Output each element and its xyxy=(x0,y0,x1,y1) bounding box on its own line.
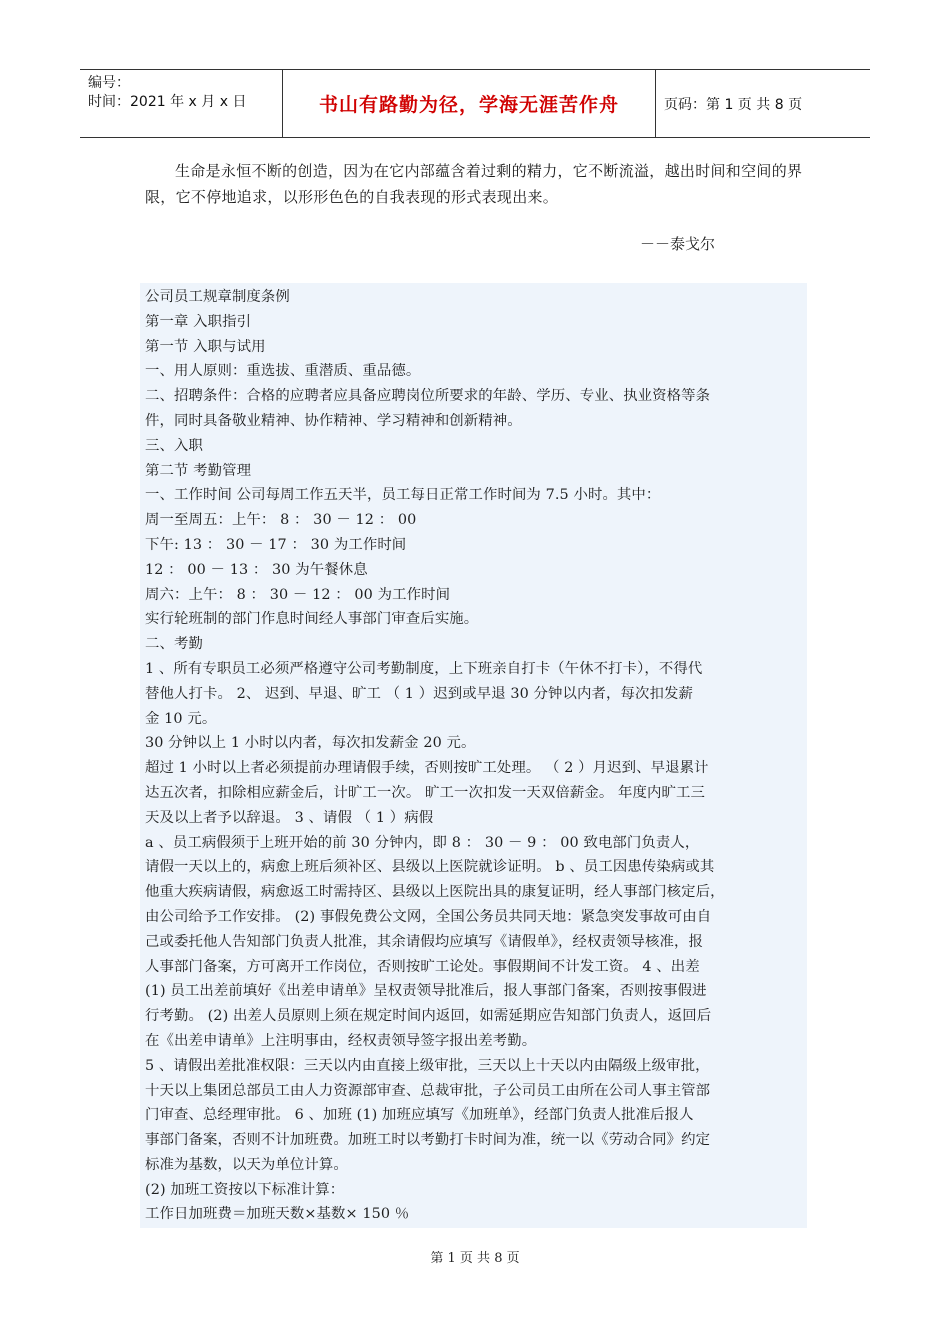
body-line: 12 ： 00 － 13 ： 30 为午餐休息 xyxy=(145,561,368,578)
body-line: 三、入职 xyxy=(145,437,203,454)
body-line: 实行轮班制的部门作息时间经人事部门审查后实施。 xyxy=(145,611,479,628)
regulations-body xyxy=(140,283,807,1228)
header-motto-cell xyxy=(282,70,656,137)
body-line: 周六：上午： 8 ： 30 － 12 ： 00 为工作时间 xyxy=(145,586,451,603)
body-line: 标准为基数，以天为单位计算。 xyxy=(145,1156,348,1173)
body-line: 由公司给予工作安排。 (2) 事假免费公文网，全国公务员共同天地：紧急突发事故可由自 xyxy=(145,908,712,925)
body-line: 一、用人原则：重选拔、重潜质、重品德。 xyxy=(145,363,421,380)
body-line: 达五次者，扣除相应薪金后，计旷工一次。 旷工一次扣发一天双倍薪金。 年度内旷工三 xyxy=(145,784,705,801)
body-line: 一、工作时间 公司每周工作五天半，员工每日正常工作时间为 7.5 小时。其中： xyxy=(145,487,661,504)
body-line: 下午: 13 ： 30 － 17 ： 30 为工作时间 xyxy=(145,536,407,553)
body-line: (1) 员工出差前填好《出差申请单》呈权责领导批准后，报人事部门备案，否则按事假进 xyxy=(145,983,707,1000)
body-line: 他重大疾病请假，病愈返工时需持区、县级以上医院出具的康复证明，经人事部门核定后， xyxy=(145,884,725,901)
body-line: 5 、请假出差批准权限：三天以内由直接上级审批，三天以上十天以内由隔级上级审批， xyxy=(145,1057,710,1074)
body-line: 行考勤。 (2) 出差人员原则上须在规定时间内返回，如需延期应告知部门负责人，返回后 xyxy=(145,1008,712,1025)
body-line: 第一章 入职指引 xyxy=(145,313,252,330)
page-info-text: 页码：第 1 页 共 8 页 xyxy=(664,96,803,113)
header-meta xyxy=(88,74,246,112)
body-line: 事部门备案，否则不计加班费。加班工时以考勤打卡时间为准，统一以《劳动合同》约定 xyxy=(145,1132,711,1149)
body-line: 十天以上集团总部员工由人力资源部审查、总裁审批，子公司员工由所在公司人事主管部 xyxy=(145,1082,711,1099)
body-line: 第一节 入职与试用 xyxy=(145,338,266,355)
body-line: (2) 加班工资按以下标准计算： xyxy=(145,1181,345,1198)
body-line: 天及以上者予以辞退。 3 、请假 （ 1 ）病假 xyxy=(145,809,434,826)
body-line: 周一至周五：上午： 8 ： 30 － 12 ： 00 xyxy=(145,512,417,529)
code-label: 编号： xyxy=(88,75,130,91)
body-line: 30 分钟以上 1 小时以内者，每次扣发薪金 20 元。 xyxy=(145,735,476,752)
body-line: 1 、所有专职员工必须严格遵守公司考勤制度，上下班亲自打卡（午休不打卡），不得代 xyxy=(145,660,703,677)
body-line: 门审查、总经理审批。 6 、加班 (1) 加班应填写《加班单》，经部门负责人批准后报人 xyxy=(145,1107,694,1124)
time-label: 时间：2021 年 x 月 x 日 xyxy=(88,94,247,110)
page-header xyxy=(80,69,870,138)
body-line: 第二节 考勤管理 xyxy=(145,462,252,479)
body-line: 二、招聘条件：合格的应聘者应具备应聘岗位所要求的年龄、学历、专业、执业资格等条 xyxy=(145,388,711,405)
quote-author: －－泰戈尔 xyxy=(640,235,716,253)
body-line: 在《出差申请单》上注明事由，经权责领导签字报出差考勤。 xyxy=(145,1032,537,1049)
body-line: 己或委托他人告知部门负责人批准，其余请假均应填写《请假单》，经权责领导核准，报 xyxy=(145,933,703,950)
quote-paragraph: 生命是永恒不断的创造，因为在它内部蕴含着过剩的精力，它不断流溢，越出时间和空间的界限，它不停地追求，以形形色色的自我表现的形式表现出来。 xyxy=(145,162,803,206)
motto-text: 书山有路勤为径，学海无涯苦作舟 xyxy=(318,94,619,116)
body-line: a 、员工病假须于上班开始的前 30 分钟内，即 8 ： 30 － 9 ： 00 致电部门负责人， xyxy=(145,834,700,851)
body-line: 人事部门备案，方可离开工作岗位，否则按旷工论处。事假期间不计发工资。 4 、出差 xyxy=(145,958,700,975)
body-line: 工作日加班费＝加班天数×基数× 150 ％ xyxy=(145,1206,410,1223)
page-footer: 第 1 页 共 8 页 xyxy=(430,1251,520,1266)
body-line: 超过 1 小时以上者必须提前办理请假手续，否则按旷工处理。 （ 2 ）月迟到、早退累计 xyxy=(145,760,709,777)
body-line: 公司员工规章制度条例 xyxy=(145,289,290,305)
body-line: 金 10 元。 xyxy=(145,710,217,727)
body-line: 请假一天以上的，病愈上班后须补区、县级以上医院就诊证明。 b 、员工因患传染病或其 xyxy=(145,859,715,876)
body-line: 替他人打卡。 2、 迟到、早退、旷工 （ 1 ）迟到或早退 30 分钟以内者，每次扣发薪 xyxy=(145,685,693,702)
header-page-info xyxy=(664,70,802,137)
body-line: 二、考勤 xyxy=(145,636,203,653)
body-line: 件，同时具备敬业精神、协作精神、学习精神和创新精神。 xyxy=(145,412,522,429)
